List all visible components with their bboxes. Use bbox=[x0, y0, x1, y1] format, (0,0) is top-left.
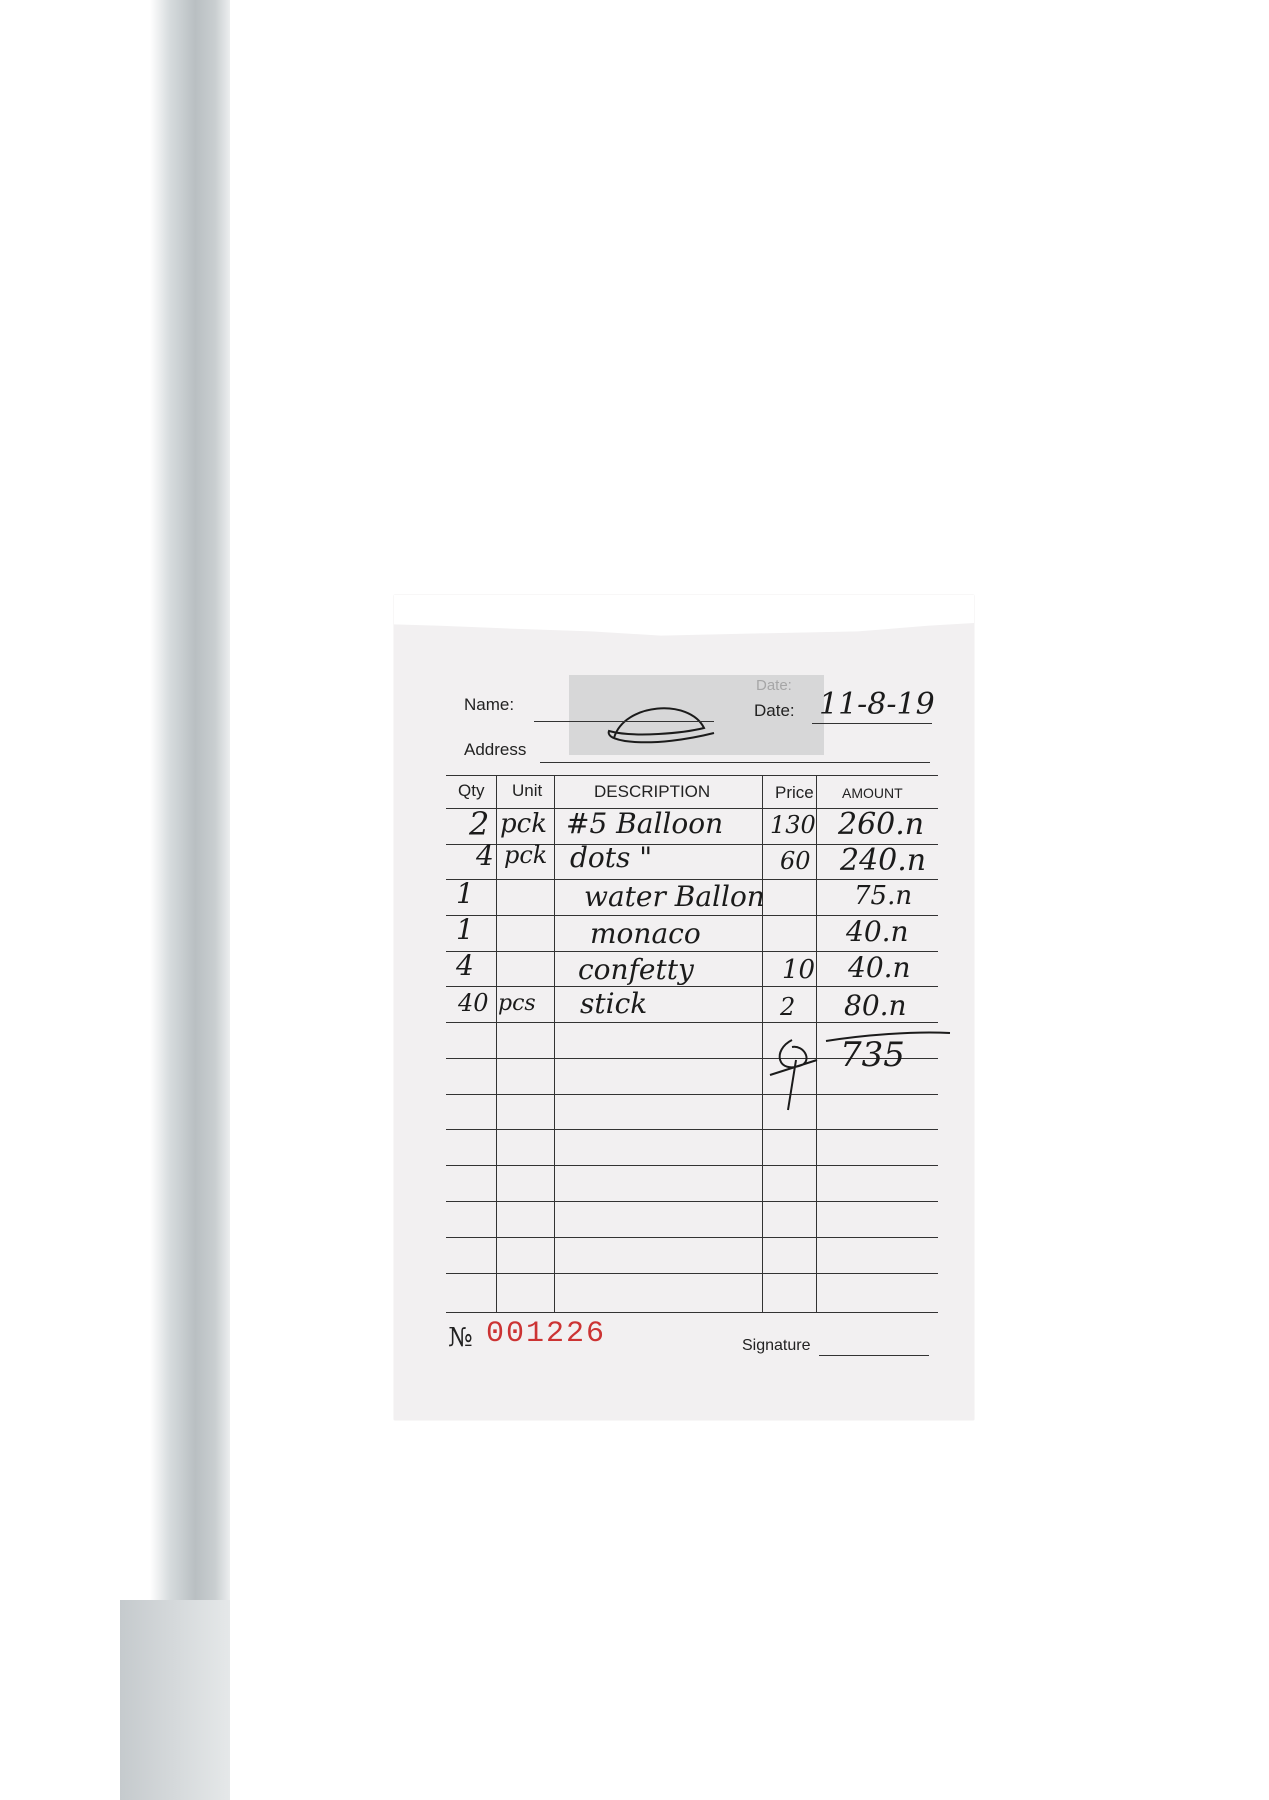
qty-cell: 1 bbox=[456, 913, 474, 946]
torn-edge bbox=[394, 595, 974, 665]
unit-cell: pcs bbox=[498, 991, 536, 1016]
qty-cell: 4 bbox=[456, 949, 474, 982]
signature-label: Signature bbox=[742, 1337, 811, 1354]
row-line bbox=[446, 1094, 938, 1095]
scanner-shadow-lower bbox=[120, 1600, 230, 1800]
receipt-number: 001226 bbox=[486, 1317, 607, 1351]
amount-cell: 80.n bbox=[844, 989, 907, 1022]
price-cell: 10 bbox=[782, 955, 816, 985]
qty-cell: 2 bbox=[469, 805, 490, 843]
address-line bbox=[540, 762, 930, 763]
unit-cell: pck bbox=[500, 809, 547, 839]
header-unit: Unit bbox=[512, 781, 543, 800]
unit-cell: pck bbox=[504, 841, 548, 869]
qty-cell: 40 bbox=[458, 989, 489, 1017]
scanner-shadow bbox=[0, 0, 230, 1800]
header-amount: AMOUNT bbox=[842, 785, 903, 801]
price-cell: 60 bbox=[780, 847, 811, 875]
qty-cell: 4 bbox=[476, 839, 494, 872]
row-line bbox=[446, 1273, 938, 1274]
row-line bbox=[446, 1237, 938, 1238]
address-label: Address bbox=[464, 740, 527, 759]
header-description: DESCRIPTION bbox=[594, 782, 711, 801]
number-prefix: № bbox=[448, 1323, 473, 1353]
total-amount: 735 bbox=[840, 1035, 905, 1075]
total-scribble bbox=[762, 1035, 822, 1115]
name-label: Name: bbox=[464, 695, 515, 714]
signature-line bbox=[819, 1355, 929, 1356]
header-qty: Qty bbox=[458, 781, 485, 800]
amount-cell: 75.n bbox=[854, 881, 913, 911]
description-cell: dots " bbox=[570, 841, 653, 874]
col-divider-unit bbox=[554, 775, 555, 1313]
row-line bbox=[446, 1129, 938, 1130]
amount-cell: 40.n bbox=[848, 951, 911, 984]
stub-date-label: Date: bbox=[756, 677, 792, 694]
description-cell: monaco bbox=[590, 917, 701, 950]
date-line bbox=[812, 723, 932, 724]
header-price: Price bbox=[775, 783, 814, 802]
price-cell: 130 bbox=[770, 811, 816, 839]
date-value: 11-8-19 bbox=[819, 687, 935, 722]
description-cell: #5 Balloon bbox=[566, 807, 724, 840]
name-scribble bbox=[594, 693, 724, 753]
amount-cell: 240.n bbox=[840, 843, 927, 878]
description-cell: water Ballon bbox=[584, 880, 765, 913]
amount-cell: 260.n bbox=[838, 807, 925, 842]
receipt bbox=[394, 595, 974, 1420]
row-line bbox=[446, 1201, 938, 1202]
row-line bbox=[446, 1165, 938, 1166]
description-cell: stick bbox=[580, 987, 648, 1020]
table-bottom-line bbox=[446, 1312, 938, 1313]
date-label: Date: bbox=[754, 701, 795, 720]
name-line bbox=[534, 721, 714, 722]
row-line bbox=[446, 1022, 938, 1023]
table-top-line bbox=[446, 775, 938, 776]
col-divider-qty bbox=[496, 775, 497, 1313]
row-line bbox=[446, 986, 938, 987]
qty-cell: 1 bbox=[456, 877, 474, 910]
amount-cell: 40.n bbox=[846, 915, 909, 948]
description-cell: confetty bbox=[578, 953, 694, 986]
price-cell: 2 bbox=[780, 993, 796, 1021]
